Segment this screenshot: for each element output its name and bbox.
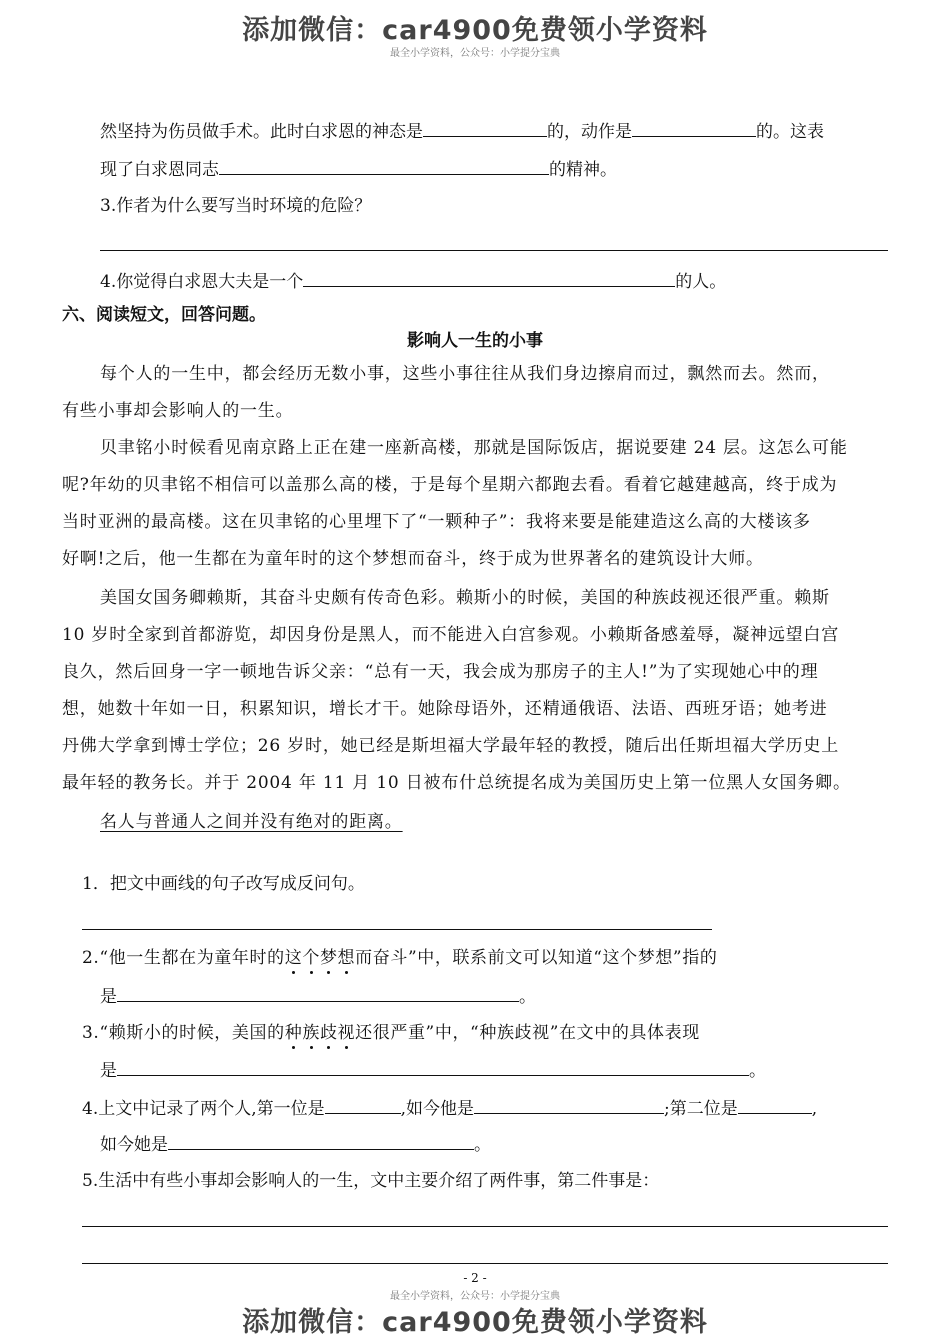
answer-line-q1[interactable]: [82, 929, 712, 930]
blank-q2[interactable]: [117, 983, 519, 1002]
underlined-sentence: 名人与普通人之间并没有绝对的距离。: [100, 812, 403, 832]
p5-l1-text-c: 的。这表: [756, 122, 824, 142]
p2-line4: 好啊!之后，他一生都在为童年时的这个梦想而奋斗，终于成为世界著名的建筑设计大师。: [62, 549, 764, 569]
p3-line5: 丹佛大学拿到博士学位；26 岁时，她已经是斯坦福大学最年轻的教授，随后出任斯坦福大学历史上: [62, 736, 840, 756]
emphasis-char: 歧: [319, 1023, 338, 1043]
q2-text-d: 。: [519, 987, 536, 1007]
q5: 5.生活中有些小事却会影响人的一生，文中主要介绍了两件事，第二件事是：: [82, 1171, 660, 1191]
blank-person[interactable]: [303, 268, 675, 287]
q2-line1: [82, 946, 717, 970]
answer-line-q5-1[interactable]: [82, 1226, 888, 1227]
blank-q4-second[interactable]: [738, 1095, 812, 1114]
p2-line2: 呢?年幼的贝聿铭不相信可以盖那么高的楼，于是每个星期六都跑去看。看着它越建越高，终于成为: [62, 475, 838, 495]
page-number: - 2 -: [463, 1271, 487, 1285]
q4-line1: [82, 1095, 817, 1121]
section-heading: 六、阅读短文，回答问题。: [62, 305, 266, 325]
p5-l2-text-b: 的精神。: [549, 160, 617, 180]
p5-l2-text-a: 现了白求恩同志: [100, 160, 219, 180]
q4-text-f: 。: [474, 1135, 491, 1155]
answer-line-p5-q3[interactable]: [100, 250, 888, 251]
emphasis-char: 这: [284, 948, 303, 968]
q4-text-e: 如今她是: [100, 1135, 168, 1155]
blank-action[interactable]: [632, 118, 756, 137]
q3-dotted-phrase: [285, 1023, 355, 1043]
p5-q4-text-b: 的人。: [675, 272, 727, 292]
emphasis-char: 族: [302, 1023, 320, 1043]
p3-line1: 美国女国务卿赖斯，其奋斗史颇有传奇色彩。赖斯小的时候，美国的种族歧视还很严重。赖斯: [100, 588, 830, 608]
emphasis-char: 视: [337, 1023, 356, 1043]
blank-spirit[interactable]: [219, 156, 549, 175]
p5-q4: [100, 268, 726, 294]
q4-text-c: ;第二位是: [664, 1099, 738, 1119]
blank-q3[interactable]: [117, 1057, 749, 1076]
p3-line3: 良久，然后回身一字一顿地告诉父亲：“总有一天，我会成为那房子的主人!”为了实现她心中的理: [62, 662, 819, 682]
p1-line1: 每个人的一生中，都会经历无数小事，这些小事往往从我们身边擦肩而过，飘然而去。然而，: [100, 364, 830, 384]
p2-line3: 当时亚洲的最高楼。这在贝聿铭的心里埋下了“一颗种子”：我将来要是能建造这么高的大楼该多: [62, 512, 811, 532]
p5-l1-text-a: 然坚持为伤员做手术。此时白求恩的神态是: [100, 122, 423, 142]
q3-line2: [100, 1057, 766, 1083]
q2-text-c: 是: [100, 987, 117, 1007]
q2-line2: [100, 983, 536, 1009]
answer-line-q5-2[interactable]: [82, 1263, 888, 1264]
watermark-top-sub: 最全小学资料，公众号：小学提分宝典: [390, 48, 560, 59]
q4-text-a: 4.上文中记录了两个人,第一位是: [82, 1099, 325, 1119]
q4-text-b: ,如今他是: [400, 1099, 475, 1119]
p5-q3: 3.作者为什么要写当时环境的危险？: [100, 196, 372, 216]
p5-line1: [100, 118, 824, 144]
p5-l1-text-b: 的，动作是: [547, 122, 632, 142]
q2-text-b: 而奋斗”中，联系前文可以知道“这个梦想”指的: [355, 948, 718, 968]
p5-line2: [100, 156, 617, 182]
watermark-top: 添加微信：car4900免费领小学资料: [242, 15, 708, 46]
q3-text-d: 。: [749, 1061, 766, 1081]
p2-line1: 贝聿铭小时候看见南京路上正在建一座新高楼，那就是国际饭店，据说要建 24 层。这怎么可能: [100, 438, 848, 458]
emphasis-char: 个: [302, 948, 320, 968]
q3-text-c: 是: [100, 1061, 117, 1081]
q2-dotted-phrase: [285, 948, 355, 968]
watermark-bottom: 添加微信：car4900免费领小学资料: [242, 1307, 708, 1338]
emphasis-char: 种: [284, 1023, 303, 1043]
q3-text-b: 还很严重”中，“种族歧视”在文中的具体表现: [355, 1023, 700, 1043]
q1: 1．把文中画线的句子改写成反问句。: [82, 874, 365, 894]
article-title: 影响人一生的小事: [407, 331, 543, 351]
emphasis-char: 梦: [319, 948, 338, 968]
blank-q4-first[interactable]: [325, 1095, 401, 1114]
q4-text-d: ,: [811, 1099, 818, 1119]
q2-text-a: 2.“他一生都在为童年时的: [82, 948, 285, 968]
p3-line2: 10 岁时全家到首都游览，却因身份是黑人，而不能进入白宫参观。小赖斯备感羞辱，凝神远望白宫: [62, 625, 840, 645]
q3-line1: [82, 1021, 700, 1045]
q3-text-a: 3.“赖斯小的时候，美国的: [82, 1023, 285, 1043]
blank-q4-he-now[interactable]: [474, 1095, 664, 1114]
p1-line2: 有些小事却会影响人的一生。: [62, 401, 294, 421]
watermark-bottom-sub: 最全小学资料，公众号：小学提分宝典: [390, 1291, 560, 1302]
q4-line2: [100, 1131, 491, 1157]
blank-q4-she-now[interactable]: [168, 1131, 474, 1150]
p3-line4: 想，她数十年如一日，积累知识，增长才干。她除母语外，还精通俄语、法语、西班牙语；她考进: [62, 699, 828, 719]
blank-demeanor[interactable]: [423, 118, 547, 137]
p3-line6: 最年轻的教务长。并于 2004 年 11 月 10 日被布什总统提名成为美国历史上第一位黑人女国务卿。: [62, 773, 851, 793]
emphasis-char: 想: [337, 948, 356, 968]
p5-q4-text-a: 4.你觉得白求恩大夫是一个: [100, 272, 304, 292]
